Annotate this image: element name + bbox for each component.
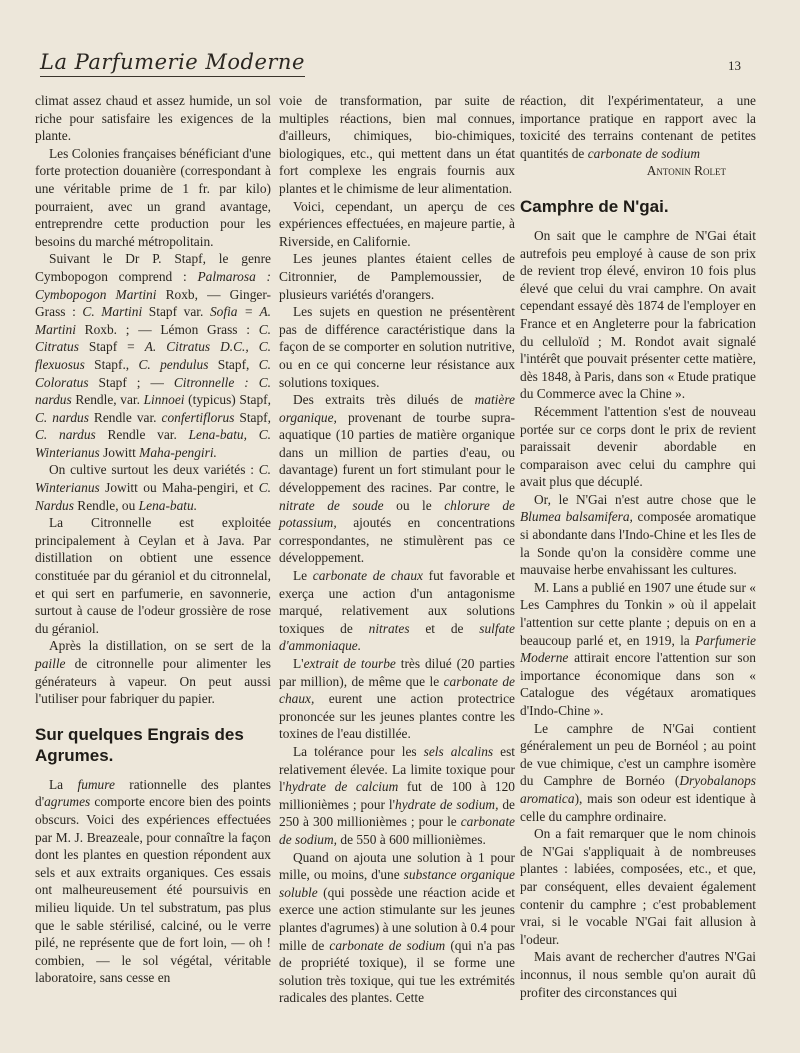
paragraph: Voici, cependant, un aperçu de ces expériences effectuées, en majeure partie, à Riverside, en Californie. <box>279 198 515 249</box>
paragraph: Quand on ajouta une solution à 1 pour mille, ou moins, d'une substance organique soluble (qui possède une réaction acide et exerce une action stimulante sur les jeunes plantes d'agrumes) à une solution à 0.4 pour mille de carbonate de sodium (qui n'a pas de propriété toxique), il se forme une solution très toxique, qui tue les extrémités radicales des plantes. Cette <box>279 849 516 1006</box>
masthead <box>40 50 340 82</box>
paragraph: La Citronnelle est exploitée principalement à Ceylan et à Java. Par distillation on obtient une essence constituée par du géraniol et du citronnelal, et qui sert en parfumerie, en savonnerie, surtout à cause de l'odeur grossière de rose du géraniol. <box>35 515 271 636</box>
column-1 <box>35 92 271 987</box>
paragraph: Après la distillation, on se sert de la paille de citronnelle pour alimenter les générateurs à vapeur. On peut aussi l'utiliser pour fabriquer du papier. <box>35 638 271 707</box>
paragraph: climat assez chaud et assez humide, un sol riche pour satisfaire les exigences de la plante. <box>35 93 271 144</box>
column-2 <box>279 92 515 1007</box>
paragraph: Les sujets en question ne présentèrent pas de différence caractéristique dans la façon de se comporter en solution nutritive, ou en ce qui concerne leur résistance aux solutions toxiques. <box>279 304 515 390</box>
paragraph: La tolérance pour les sels alcalins est relativement élevée. La limite toxique pour l'hydrate de calcium fut de 100 à 120 millionièmes ; pour l'hydrate de sodium, de 250 à 300 millionièmes ; pour le carbonate de sodium, de 550 à 600 millionièmes. <box>279 743 516 847</box>
journal-title: La Parfumerie Moderne <box>40 50 305 74</box>
paragraph: Récemment l'attention s'est de nouveau portée sur ce corps dont le prix de revient paraissait devenir abordable en comparaison avec celui du camphre qui avait plus que décuplé. <box>520 403 756 490</box>
paragraph: On sait que le camphre de N'Gai était autrefois peu employé à cause de son prix de revient trop élevé, environ 10 fois plus élevé que celui du vrai camphre. On avait cependant essayé dès 1874 de l'employer en France et en Angleterre pour la fabrication du celluloïd ; M. Rondot avait signalé l'intérêt que pouvait présenter cette matière, dès 1848, à Paris, dans son « Etude pratique du Commerce avec la Chine ». <box>520 227 756 402</box>
paragraph: La fumure rationnelle des plantes d'agrumes comporte encore bien des points obscurs. Voici des expériences effectuées par M. J. Breazeale, pour connaître la façon dont les plantes en question répondent aux sels et aux extraits organiques. Ces essais ont malheureusement été poursuivis en milieu liquide. Un tel substratum, pas plus que le sable stérilisé, calciné, ou le verre pilé, ne représente que de fort loin, — oh ! combien, — le sol végétal, véritable laboratoire, sans cesse en <box>35 776 271 986</box>
masthead-rule <box>40 76 305 77</box>
paragraph: Mais avant de rechercher d'autres N'Gai inconnus, il nous semble qu'on aurait dû profiter des circonstances qui <box>520 949 756 1000</box>
paragraph: voie de transformation, par suite de multiples réactions, bien mal connues, d'ailleurs, chimiques, bio-chimiques, biologiques, etc., qui mettent dans un état fort complexe les engrais fournis aux plantes et le chimisme de leur alimentation. <box>279 93 515 196</box>
paragraph: Les Colonies françaises bénéficiant d'une forte protection douanière (correspondant à une véritable prime de 1 fr. par kilo) pourraient, avec un grand avantage, entreprendre cette production pour les besoins du marché métropolitain. <box>35 145 271 249</box>
paragraph: Les jeunes plantes étaient celles de Citronnier, de Pamplemoussier, de plusieurs variétés d'orangers. <box>279 251 515 302</box>
section-heading: Camphre de N'gai. <box>520 196 669 216</box>
paragraph: L'extrait de tourbe très dilué (20 parties par million), de même que le carbonate de chaux, eurent une action protectrice prononcée sur les jeunes plantes contre les toxines de l'eau distillée. <box>279 656 516 742</box>
paragraph: M. Lans a publié en 1907 une étude sur « Les Camphres du Tonkin » où il appelait l'attention sur cette plante ; depuis on en a beaucoup parlé et, en 1919, la Parfumerie Moderne attirait encore l'attention sur son importance économique dans son « Catalogue des végétaux aromatiques d'Indo-Chine ». <box>520 579 756 718</box>
column-3 <box>520 92 756 1001</box>
paragraph: Or, le N'Gai n'est autre chose que le Blumea balsamifera, composée aromatique si abondante dans l'Indo-Chine et les Iles de la Sonde qu'on la considère comme une mauvaise herbe envahissant les cultures. <box>520 491 756 578</box>
paragraph: Suivant le Dr P. Stapf, le genre Cymbopogon comprend : Palmarosa : Cymbopogon Martini Roxb, — Ginger-Grass : C. Martini Stapf var. Sofia = A. Martini Roxb. ; — Lémon Grass : C. Citratus Stapf = A. Citratus D.C., C. flexuosus Stapf., C. pendulus Stapf, C. Coloratus Stapf ; — Citronnelle : C. nardus Rendle, var. Linnoei (typicus) Stapf, C. nardus Rendle var. confertiflorus Stapf, C. nardus Rendle var. Lena-batu, C. Winterianus Jowitt Maha-pengiri. <box>35 251 272 460</box>
author-signature: Antonin Rolet <box>646 163 726 179</box>
paragraph: Le camphre de N'Gai contient généralement un peu de Bornéol ; au point de vue chimique, c'est un camphre isomère du Camphre de Bornéo (Dryobalanops aromatica), mais son odeur est identique à celle du camphre ordinaire. <box>520 720 756 824</box>
paragraph: On a fait remarquer que le nom chinois de N'Gai s'appliquait à de nombreuses plantes : labiées, composées, etc., et que, par conséquent, elles devaient également contenir du camphre ; c'est probablement vrai, si le vocable N'Gai fait allusion à l'odeur. <box>520 826 756 947</box>
paragraph: Le carbonate de chaux fut favorable et exerça une action d'un antagonisme marqué, relativement aux solutions toxiques de nitrates et de sulfate d'ammoniaque. <box>279 568 515 654</box>
section-heading: Sur quelques Engrais des Agrumes. <box>35 724 244 765</box>
paragraph: réaction, dit l'expérimentateur, a une importance pratique en rapport avec la toxicité des terrains contenant de petites quantités de carbonate de sodium <box>520 93 756 161</box>
paragraph: Des extraits très dilués de matière organique, provenant de tourbe supra-aquatique (10 parties de matière organique dans un million de parties d'eau, ou davantage) furent un fort stimulant pour le développement des racines. Par contre, le nitrate de soude ou le chlorure de potassium, ajoutés en concentrations correspondantes, ne stimulèrent pas ce développement. <box>279 392 516 566</box>
paragraph: On cultive surtout les deux variétés : C. Winterianus Jowitt ou Maha-pengiri, et C. Nardus Rendle, ou Lena-batu. <box>35 462 271 513</box>
page-number: 13 <box>728 58 741 73</box>
